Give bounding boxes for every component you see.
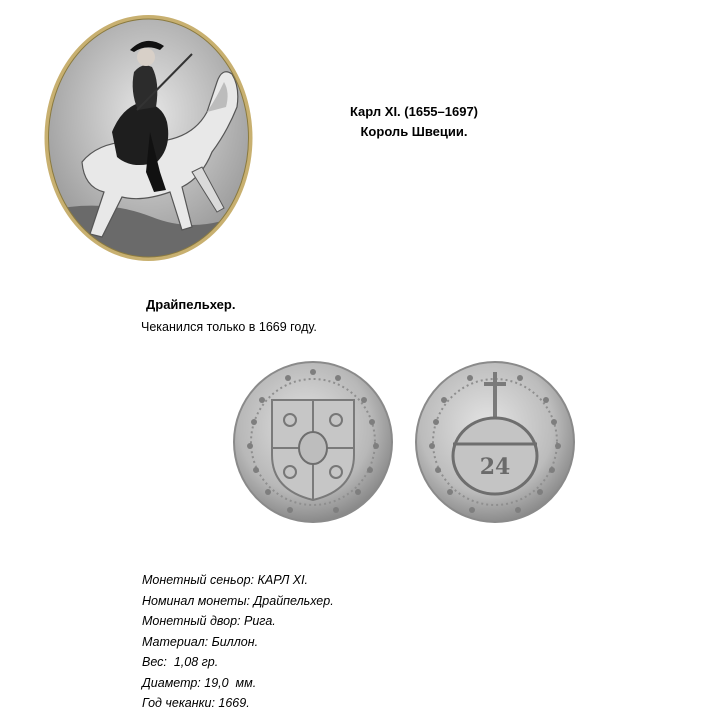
spec-label: Вес: — [142, 655, 167, 669]
spec-value: Драйпельхер. — [253, 593, 334, 608]
spec-label: Номинал монеты: — [142, 593, 251, 608]
coin-note: Чеканился только в 1669 году. — [141, 320, 317, 334]
spec-label: Диаметр: — [142, 675, 201, 690]
coin-reverse-value-mark: 24 — [479, 454, 511, 480]
coin-name: Драйпельхер. — [146, 297, 236, 312]
spec-value: КАРЛ XI. — [257, 573, 309, 587]
ruler-title-text: Король Швеции. — [360, 124, 468, 139]
spec-label: Материал: — [142, 634, 209, 649]
spec-value: 1669. — [218, 696, 250, 710]
spec-row-weight — [142, 652, 334, 673]
spec-row-denomination — [142, 591, 334, 612]
spec-row-diameter — [142, 673, 334, 694]
spec-row-material — [142, 632, 334, 653]
spec-value: Биллон. — [211, 634, 259, 649]
spec-label: Монетный сеньор: — [142, 573, 254, 587]
spec-row-seigneur — [142, 570, 334, 591]
coin-reverse-image — [414, 360, 576, 524]
ruler-heading — [300, 102, 528, 142]
spec-value: Рига. — [244, 614, 276, 628]
spec-row-year — [142, 693, 334, 714]
spec-row-mint — [142, 611, 334, 632]
spec-label: Монетный двор: — [142, 614, 241, 628]
coin-obverse-image — [232, 360, 394, 524]
ruler-name-years: Карл XI. (1655–1697) — [349, 104, 479, 119]
spec-value: 19,0 мм. — [204, 675, 257, 690]
spec-label: Год чеканки: — [142, 696, 215, 710]
coin-specs — [142, 570, 334, 714]
spec-value: 1,08 гр. — [170, 655, 219, 669]
ruler-portrait — [42, 12, 255, 264]
